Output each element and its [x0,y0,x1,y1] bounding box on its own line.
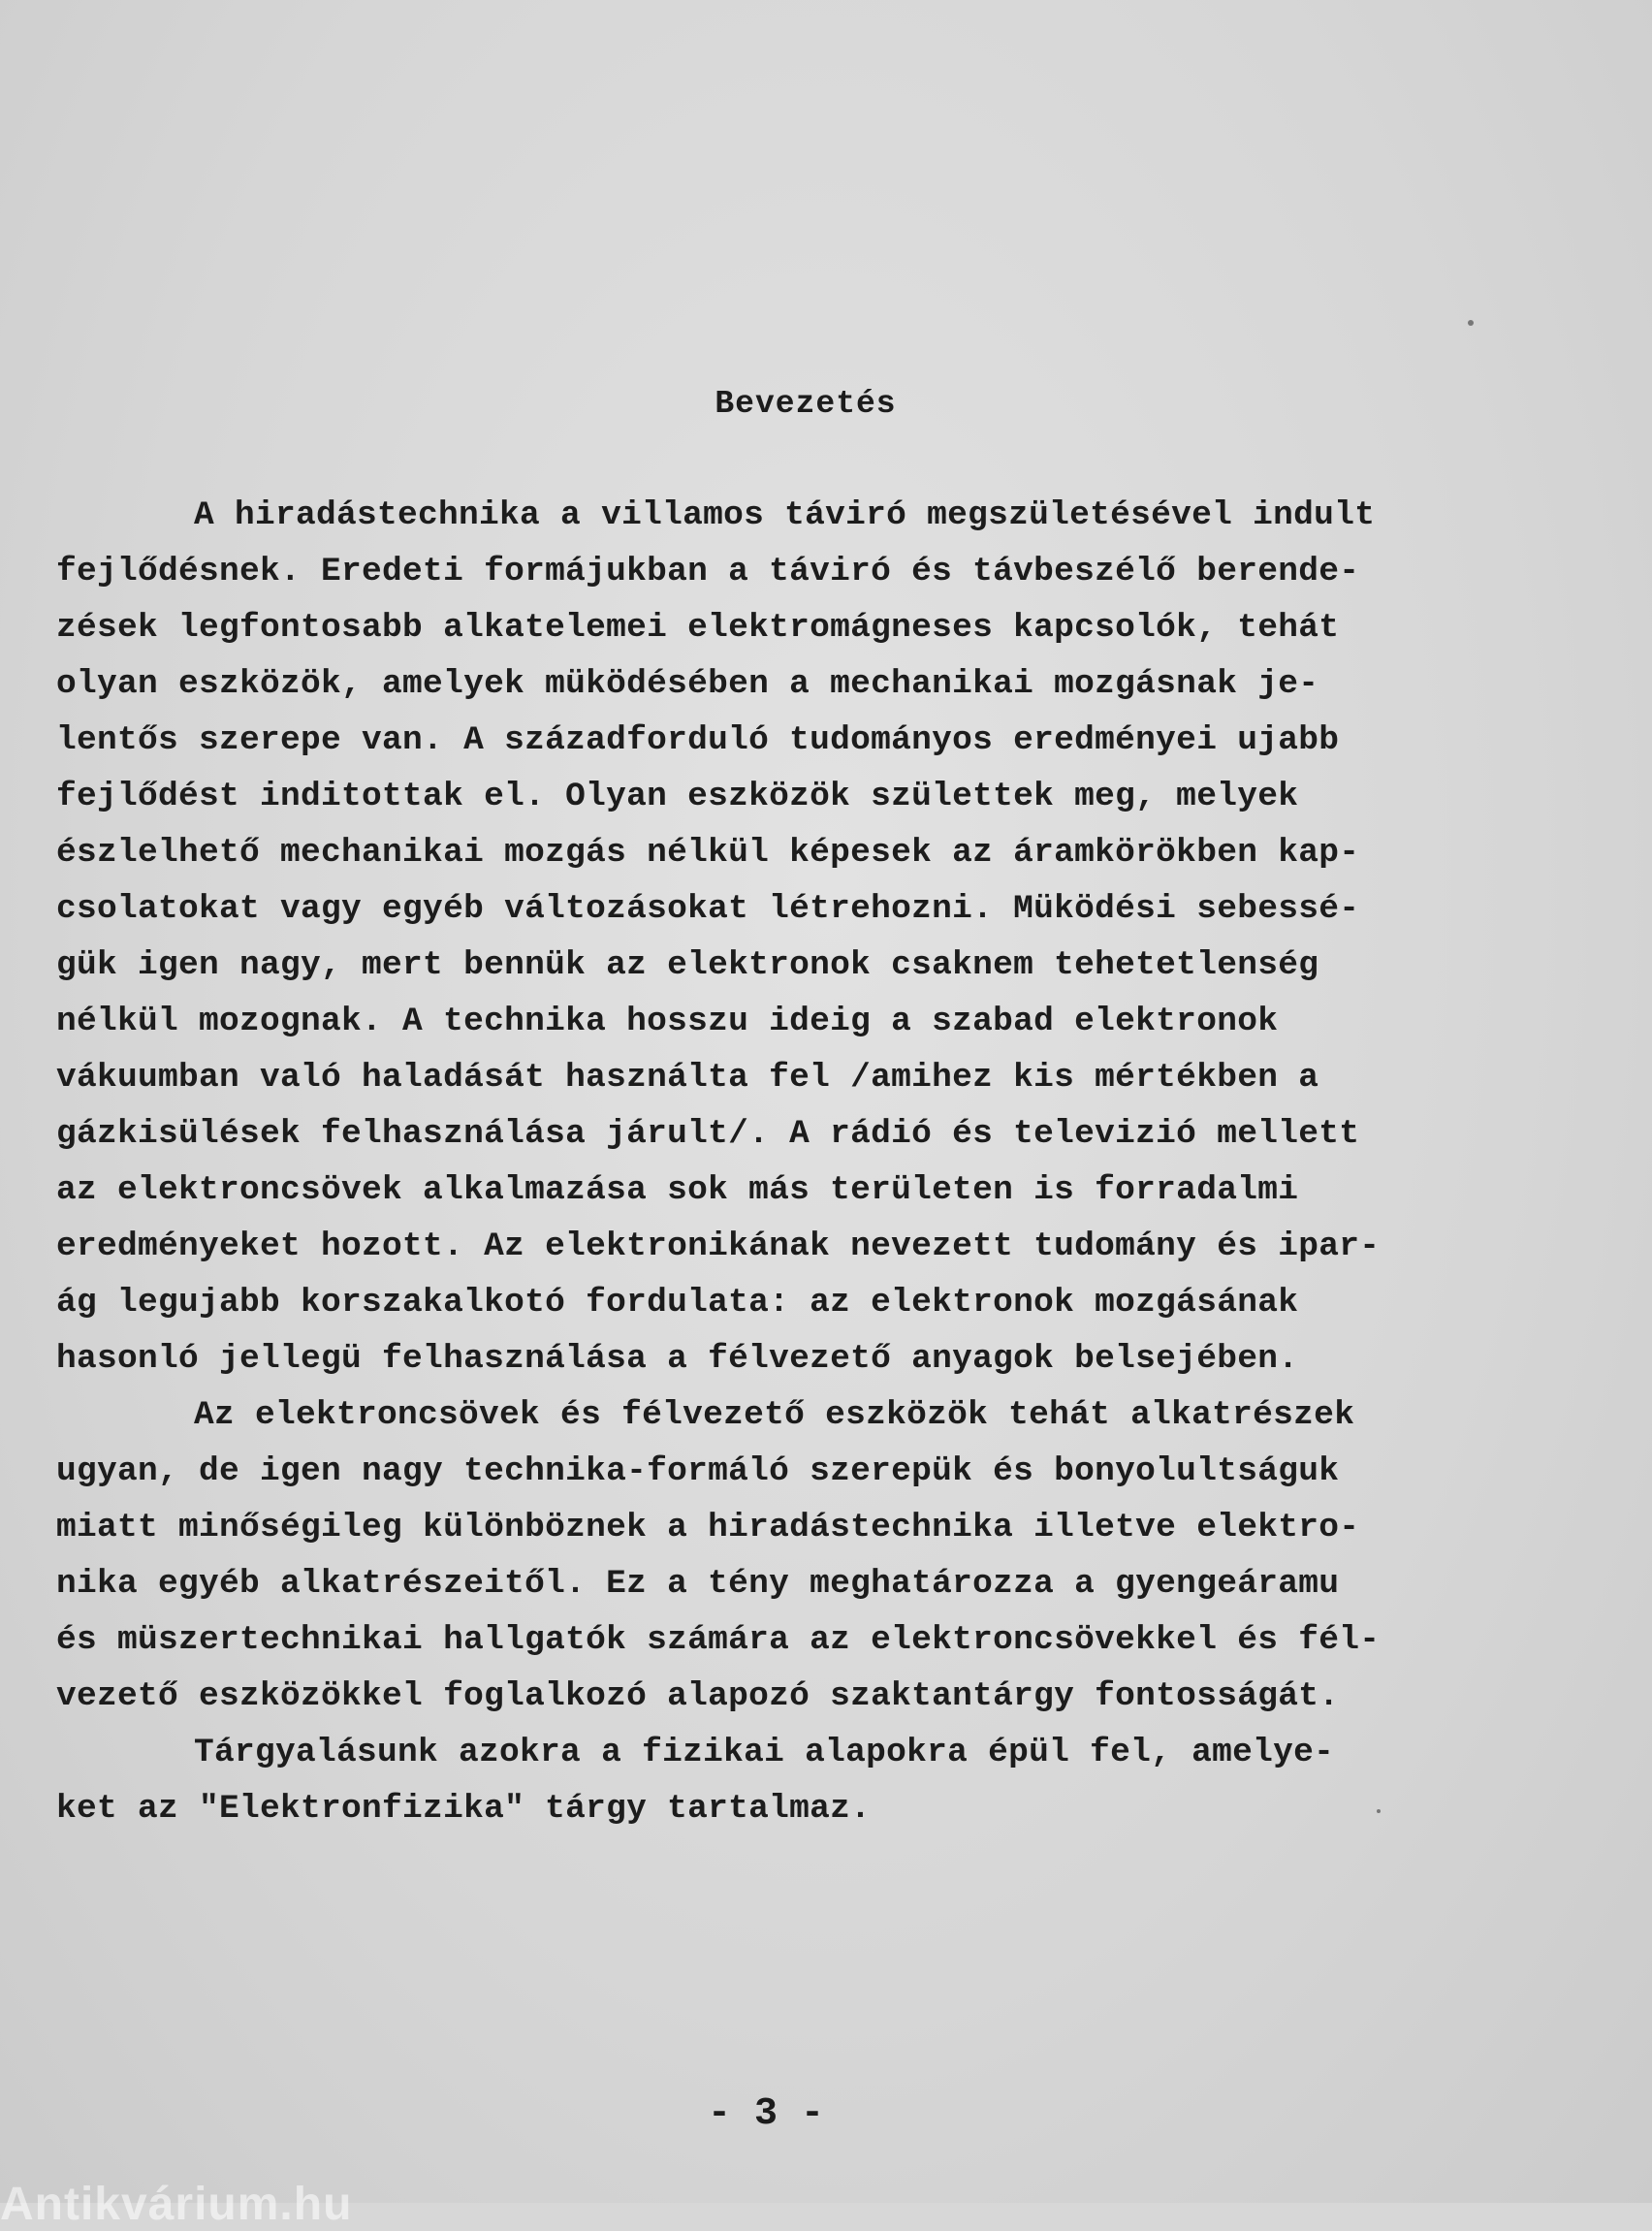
text-line: lentős szerepe van. A századforduló tudományos eredményei ujabb [56,721,1340,759]
text-line: zések legfontosabb alkatelemei elektromágneses kapcsolók, tehát [56,609,1340,647]
text-line: ket az "Elektronfizika" tárgy tartalmaz. [56,1790,872,1828]
text-line: gázkisülések felhasználása járult/. A rádió és televizió mellett [56,1115,1360,1153]
text-line: vákuumban való haladását használta fel /amihez kis mértékben a [56,1059,1319,1097]
text-line: nélkül mozognak. A technika hosszu ideig a szabad elektronok [56,1003,1279,1040]
text-line: Az elektroncsövek és félvezető eszközök tehát alkatrészek [194,1396,1355,1434]
text-line: csolatokat vagy egyéb változásokat létrehozni. Müködési sebessé- [56,890,1360,928]
text-line: eredményeket hozott. Az elektronikának nevezett tudomány és ipar- [56,1227,1381,1265]
page-title: Bevezetés [715,386,897,422]
text-line: nika egyéb alkatrészeitől. Ez a tény meghatározza a gyengeáramu [56,1565,1340,1603]
text-line: hasonló jellegü felhasználása a félvezető anyagok belsejében. [56,1340,1299,1378]
text-line: ág legujabb korszakalkotó fordulata: az elektronok mozgásának [56,1284,1299,1322]
watermark: Antikvárium.hu [0,2179,353,2230]
text-line: gük igen nagy, mert bennük az elektronok csaknem tehetetlenség [56,946,1319,984]
page-number: - 3 - [707,2092,825,2136]
text-line: Tárgyalásunk azokra a fizikai alapokra épül fel, amelye- [194,1734,1335,1771]
text-line: olyan eszközök, amelyek müködésében a mechanikai mozgásnak je- [56,665,1319,703]
text-line: és müszertechnikai hallgatók számára az elektroncsövekkel és fél- [56,1621,1381,1659]
text-line: fejlődésnek. Eredeti formájukban a táviró és távbeszélő berende- [56,553,1360,590]
text-line: ugyan, de igen nagy technika-formáló szerepük és bonyolultságuk [56,1452,1340,1490]
paper-speck [1468,320,1474,326]
text-line: vezető eszközökkel foglalkozó alapozó szaktantárgy fontosságát. [56,1677,1340,1715]
text-line: az elektroncsövek alkalmazása sok más területen is forradalmi [56,1171,1299,1209]
paper-speck [1377,1809,1381,1813]
text-line: A hiradástechnika a villamos táviró megszületésével indult [194,496,1376,534]
text-line: észlelhető mechanikai mozgás nélkül képesek az áramkörökben kap- [56,834,1360,872]
text-line: miatt minőségileg különböznek a hiradástechnika illetve elektro- [56,1509,1360,1546]
text-line: fejlődést inditottak el. Olyan eszközök születtek meg, melyek [56,778,1299,815]
